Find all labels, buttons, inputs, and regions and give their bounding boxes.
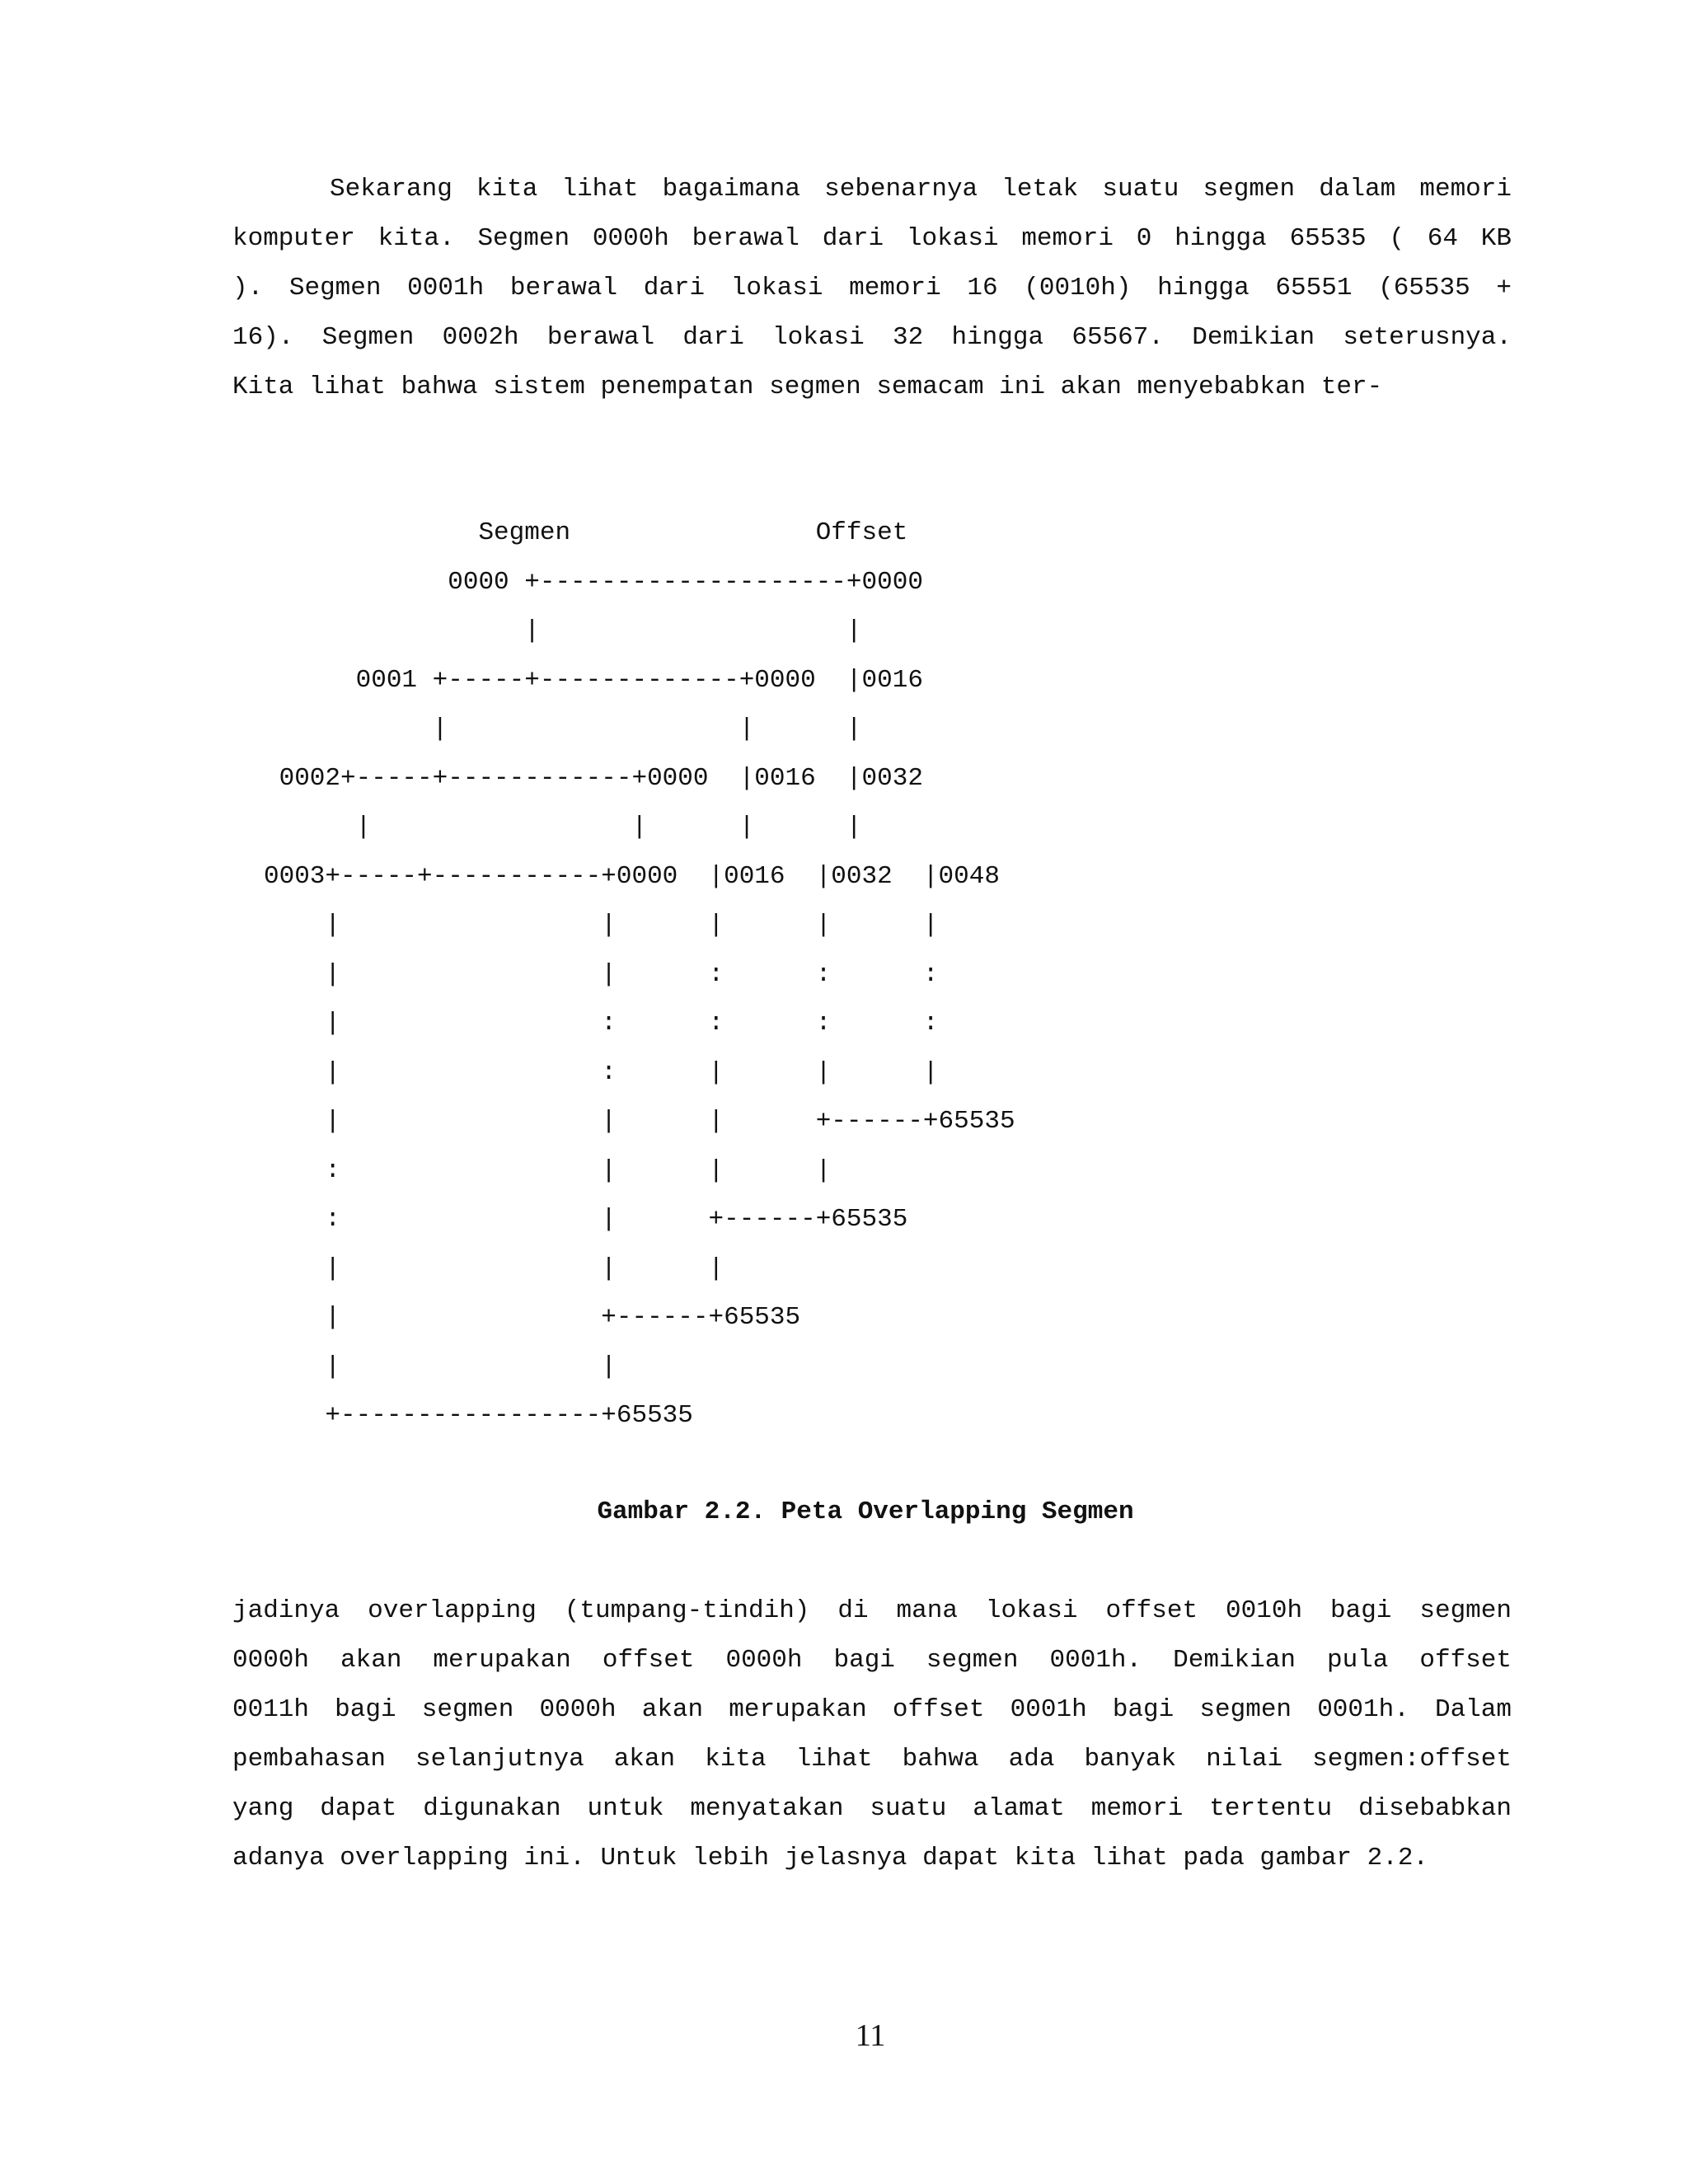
- diagram-line: 0001 +-----+-------------+0000 |0016: [264, 665, 923, 695]
- segment-overlap-diagram: [264, 509, 1015, 1441]
- diagram-line: : | | |: [264, 1155, 832, 1185]
- closing-paragraph: [232, 1586, 1512, 1883]
- paragraph-line: Kita lihat bahwa sistem penempatan segmen semacam ini akan menyebabkan ter-: [232, 373, 1383, 401]
- diagram-line: | | |: [264, 715, 862, 743]
- diagram-line: 0002+-----+------------+0000 |0016 |0032: [264, 763, 923, 793]
- paragraph-line: pembahasan selanjutnya akan kita lihat bahwa ada banyak nilai segmen:offset: [232, 1745, 1512, 1774]
- diagram-line: | : | | |: [264, 1057, 939, 1087]
- diagram-line: | | : : :: [264, 959, 939, 989]
- paragraph-line: komputer kita. Segmen 0000h berawal dari lokasi memori 0 hingga 65535 ( 64 KB: [232, 224, 1512, 253]
- paragraph-line: jadinya overlapping (tumpang-tindih) di mana lokasi offset 0010h bagi segmen: [232, 1596, 1512, 1625]
- diagram-line: 0000 +--------------------+0000: [264, 567, 923, 597]
- diagram-line: 0003+-----+-----------+0000 |0016 |0032 |0048: [264, 861, 1000, 891]
- diagram-line: | |: [264, 616, 862, 645]
- diagram-line: +-----------------+65535: [264, 1401, 693, 1430]
- page-number: 11: [855, 2018, 886, 2053]
- diagram-line: : | +------+65535: [264, 1205, 908, 1234]
- diagram-line: | : : : :: [264, 1009, 939, 1038]
- diagram-line: | | |: [264, 1254, 724, 1283]
- diagram-line: | | | |: [264, 813, 862, 841]
- paragraph-line: yang dapat digunakan untuk menyatakan suatu alamat memori tertentu disebabkan: [232, 1794, 1512, 1823]
- diagram-line: | | | +------+65535: [264, 1107, 1015, 1136]
- diagram-line: Segmen Offset: [264, 518, 908, 547]
- diagram-line: | +------+65535: [264, 1303, 801, 1332]
- diagram-line: | |: [264, 1352, 617, 1381]
- paragraph-line: adanya overlapping ini. Untuk lebih jelasnya dapat kita lihat pada gambar 2.2.: [232, 1844, 1429, 1872]
- paragraph-line: 0011h bagi segmen 0000h akan merupakan offset 0001h bagi segmen 0001h. Dalam: [232, 1695, 1512, 1724]
- paragraph-line: ). Segmen 0001h berawal dari lokasi memori 16 (0010h) hingga 65551 (65535 +: [232, 274, 1512, 302]
- paragraph-line: 16). Segmen 0002h berawal dari lokasi 32 hingga 65567. Demikian seterusnya.: [232, 323, 1512, 352]
- diagram-line: | | | | |: [264, 911, 939, 940]
- paragraph-line: Sekarang kita lihat bagaimana sebenarnya letak suatu segmen dalam memori: [330, 175, 1512, 204]
- intro-paragraph: [232, 165, 1512, 412]
- figure-caption: Gambar 2.2. Peta Overlapping Segmen: [597, 1497, 1134, 1526]
- paragraph-line: 0000h akan merupakan offset 0000h bagi segmen 0001h. Demikian pula offset: [232, 1646, 1512, 1675]
